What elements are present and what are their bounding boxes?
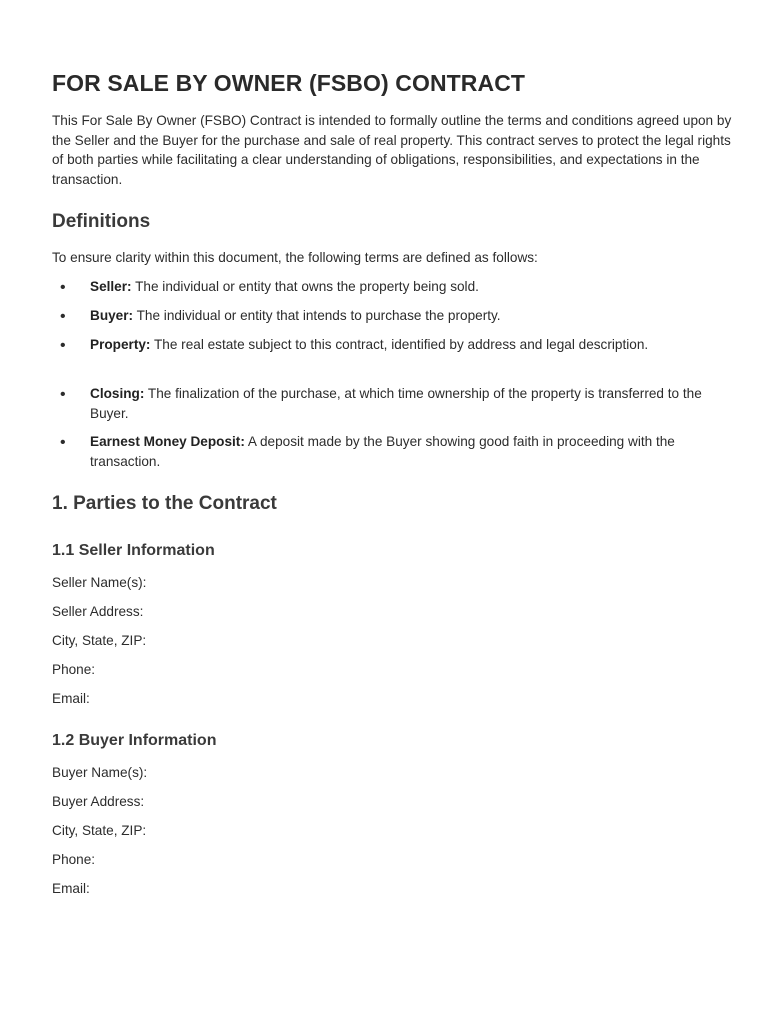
definition-item [52, 277, 732, 297]
buyer-email-field: Email: [52, 881, 90, 896]
definition-item [52, 306, 732, 326]
bullet-icon: • [60, 337, 66, 354]
definition-text: A deposit made by the Buyer showing good faith in proceeding with the transaction. [90, 434, 675, 469]
definitions-lead: To ensure clarity within this document, the following terms are defined as follows: [52, 250, 538, 265]
definition-item [52, 432, 732, 471]
seller-address-field: Seller Address: [52, 604, 144, 619]
definition-item [52, 335, 732, 355]
seller-phone-field: Phone: [52, 662, 96, 677]
seller-name-field: Seller Name(s): [52, 575, 147, 590]
definition-term: Closing: [90, 386, 145, 401]
intro-paragraph: This For Sale By Owner (FSBO) Contract is intended to formally outline the terms and conditions agreed upon by the Seller and the Buyer for the purchase and sale of real property. This contract serves to protect the legal rights of both parties while facilitating a clear understanding of obligations, responsibilities, and expectations in the transaction. [52, 113, 732, 187]
buyer-info-heading: 1.2 Buyer Information [52, 732, 217, 749]
definition-term: Buyer: [90, 308, 134, 323]
definition-term: Earnest Money Deposit: [90, 434, 245, 449]
bullet-icon: • [60, 308, 66, 325]
buyer-city-field: City, State, ZIP: [52, 823, 147, 838]
seller-email-field: Email: [52, 691, 90, 706]
section-heading-parties: 1. Parties to the Contract [52, 493, 277, 514]
seller-info-heading: 1.1 Seller Information [52, 542, 215, 559]
seller-city-field: City, State, ZIP: [52, 633, 147, 648]
document-title: FOR SALE BY OWNER (FSBO) CONTRACT [52, 70, 526, 96]
definition-text: The real estate subject to this contract, identified by address and legal description. [150, 337, 649, 352]
definition-term: Seller: [90, 279, 132, 294]
definition-term: Property: [90, 337, 151, 352]
bullet-icon: • [60, 386, 66, 403]
bullet-icon: • [60, 434, 66, 451]
definition-text: The individual or entity that owns the property being sold. [131, 279, 479, 294]
definition-item [52, 384, 732, 423]
bullet-icon: • [60, 279, 66, 296]
definitions-heading: Definitions [52, 211, 151, 232]
definition-text: The finalization of the purchase, at which time ownership of the property is transferred to the Buyer. [90, 386, 702, 421]
buyer-address-field: Buyer Address: [52, 794, 145, 809]
buyer-phone-field: Phone: [52, 852, 96, 867]
definition-text: The individual or entity that intends to purchase the property. [133, 308, 501, 323]
buyer-name-field: Buyer Name(s): [52, 765, 148, 780]
